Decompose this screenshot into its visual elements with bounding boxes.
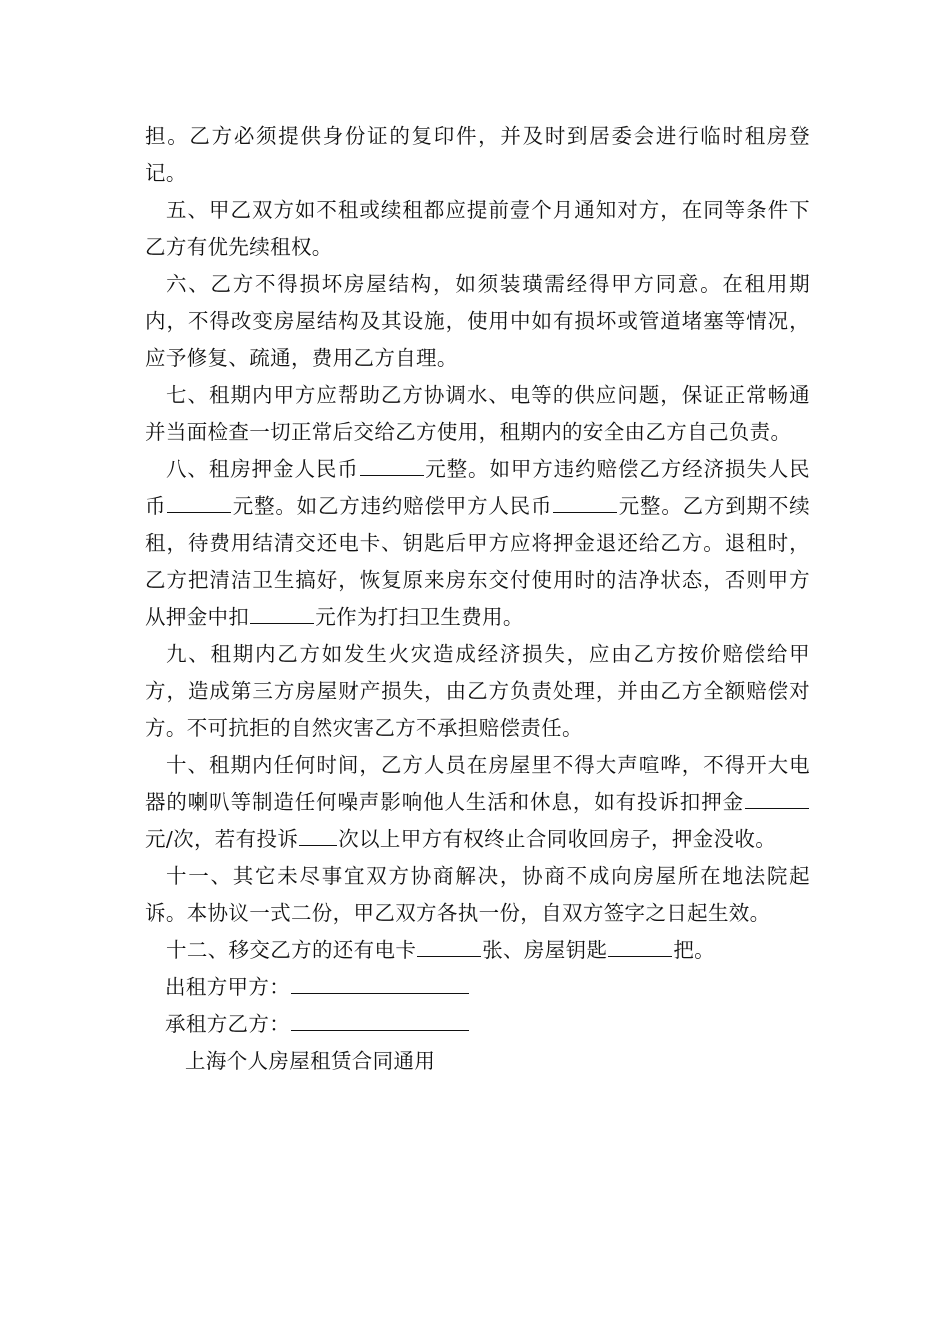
complaint-deduction-blank [745,788,809,809]
contract-body [145,118,810,1080]
clause-text: 元/次，若有投诉 [145,827,299,851]
paragraph-continuation [145,118,810,192]
clause-text: 元整。乙方到期不续租，待费用结清交还电卡、钥匙后甲方应将押金退还给乙方。退租时，乙方把清洁卫生搞好，恢复原来房东交付使用时的洁净状态，否则甲方从押金中扣 [145,494,811,629]
clause-11 [145,858,810,932]
clause-8 [145,451,810,636]
clause-text: 九、租期内乙方如发生火灾造成经济损失，应由乙方按价赔偿给甲方，造成第三方房屋财产损失，由乙方负责处理，并由乙方全额赔偿对方。不可抗拒的自然灾害乙方不承担赔偿责任。 [145,642,810,740]
lessee-label: 承租方乙方： [165,1012,291,1036]
clause-text: 八、租房押金人民币 [166,457,359,481]
clause-12 [145,932,810,969]
footer-title-text: 上海个人房屋租赁合同通用 [185,1049,436,1073]
lessee-signature-line [145,1006,810,1043]
clause-text: 元整。如乙方违约赔偿甲方人民币 [232,494,553,518]
document-footer-title [145,1043,810,1080]
deposit-amount-blank [360,455,424,476]
complaint-count-blank [299,825,337,846]
lessee-penalty-blank [553,492,617,513]
clause-text: 元作为打扫卫生费用。 [315,605,524,629]
clause-7 [145,377,810,451]
cleaning-fee-blank [250,603,314,624]
clause-text: 元整。如甲方违约赔偿乙方经济损失人民币 [145,457,810,518]
clause-text: 六、乙方不得损坏房屋结构，如须装璜需经得甲方同意。在租用期内，不得改变房屋结构及其设施，使用中如有损坏或管道堵塞等情况，应予修复、疏通，费用乙方自理。 [145,272,810,370]
lessor-label: 出租方甲方： [165,975,291,999]
clause-text: 七、租期内甲方应帮助乙方协调水、电等的供应问题，保证正常畅通并当面检查一切正常后交给乙方使用，租期内的安全由乙方自己负责。 [145,383,810,444]
clause-9 [145,636,810,747]
clause-text: 十二、移交乙方的还有电卡 [166,938,417,962]
lessee-signature-blank [291,1010,469,1031]
lessor-penalty-blank [167,492,231,513]
lessor-signature-blank [291,973,469,994]
clause-text: 张、房屋钥匙 [482,938,608,962]
clause-text: 把。 [673,938,716,962]
clause-text: 十、租期内任何时间，乙方人员在房屋里不得大声喧哗，不得开大电器的喇叭等制造任何噪声影响他人生活和休息，如有投诉扣押金 [145,753,810,814]
electric-card-count-blank [417,936,481,957]
lessor-signature-line [145,969,810,1006]
clause-text: 十一、其它未尽事宜双方协商解决，协商不成向房屋所在地法院起诉。本协议一式二份，甲乙双方各执一份，自双方签字之日起生效。 [145,864,810,925]
clause-text: 次以上甲方有权终止合同收回房子，押金没收。 [338,827,777,851]
clause-6 [145,266,810,377]
key-count-blank [608,936,672,957]
clause-10 [145,747,810,858]
clause-5 [145,192,810,266]
paragraph-text: 担。乙方必须提供身份证的复印件，并及时到居委会进行临时租房登记。 [145,124,810,185]
clause-text: 五、甲乙双方如不租或续租都应提前壹个月通知对方，在同等条件下乙方有优先续租权。 [145,198,810,259]
